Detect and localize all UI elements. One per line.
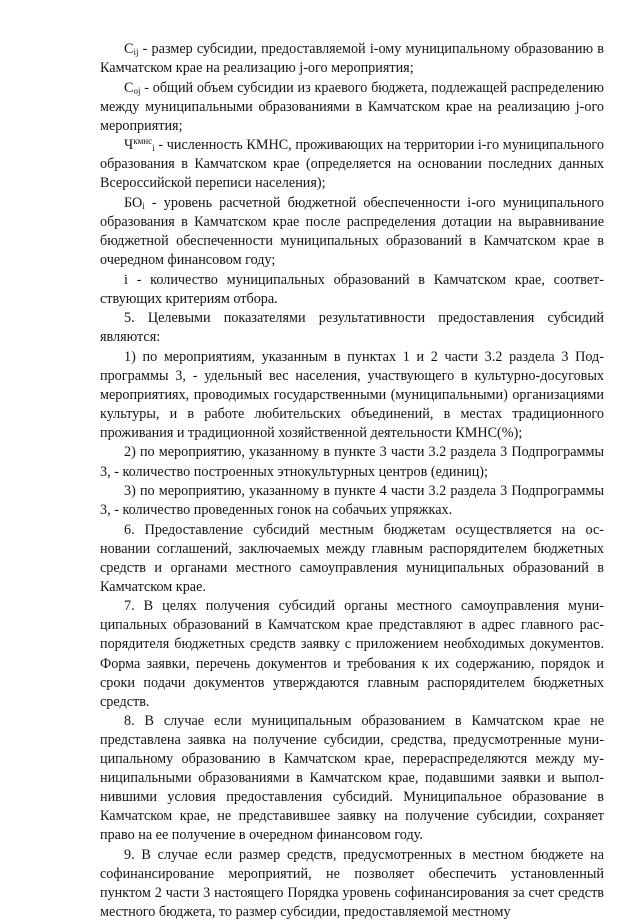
- clause-5-item-3: 3) по мероприятию, указанному в пункте 4 части 3.2 раздела 3 Подпрограммы 3, - количество проведенных гонок на собачьих упряжках.: [100, 483, 604, 519]
- symbol-coj: $C_{oj}$: [124, 79, 141, 96]
- definition-i: i - количество муниципальных образований в Камчатском крае, соответствующих критериям отбора.: [100, 271, 604, 307]
- symbol-bo: $БО_i$: [124, 194, 145, 211]
- clause-5-item-2: 2) по мероприятию, указанному в пункте 3 части 3.2 раздела 3 Подпрограммы 3, - количество построенных этнокультурных центров (единиц);: [100, 444, 604, 480]
- clause-6: 6. Предоставление субсидий местным бюджетам осуществляется на основании соглашений, заключаемых между главным распорядителем бюджетных средств и органами местного самоуправления муниципальных образований в Камчатском крае.: [100, 521, 604, 595]
- definition-cij: $C_{ij}$ - размер субсидии, предоставляемой i-ому муниципальному образованию в Камчатском крае на реализацию j-ого мероприятия;: [100, 41, 604, 77]
- symbol-cij: $C_{ij}$: [124, 41, 139, 57]
- definition-bo: $БО_i$ - уровень расчетной бюджетной обеспеченности i-ого муниципального образования в Камчатском крае после распределения дотации на выравнивание бюджетной обеспеченности муниципальных образований в Камчатском крае в очередном финансовом году;: [100, 194, 604, 269]
- definition-coj: $C_{oj}$ - общий объем субсидии из краевого бюджета, подлежащей распределению между муниципальными образованиями в Камчатском крае на реализацию j-ого мероприятия;: [100, 79, 604, 134]
- definition-ch-kmns: $Ч^{кмнс}_i$ - численность КМНС, проживающих на территории i-го муниципального образования в Камчатском крае (определяется на основании последних данных Всероссийской переписи населения);: [100, 136, 604, 192]
- clause-7: 7. В целях получения субсидий органы местного самоуправления муниципальных образований в Камчатском крае представляют в адрес главного распорядителя бюджетных средств заявку с приложением необходимых документов. Форма заявки, перечень документов и требования к их содержанию, порядок и сроки подачи документов утверждаются главным распорядителем бюджетных средств.: [100, 598, 604, 710]
- clause-9: 9. В случае если размер средств, предусмотренных в местном бюджете на софинансирование мероприятий, не позволяет обеспечить установленный пунктом 2 части 3 настоящего Порядка уровень софинансирования за счет средств местного бюджета, то размер субсидии, предоставляемой местному: [100, 846, 604, 921]
- clause-5-item-1: 1) по мероприятиям, указанным в пунктах 1 и 2 части 3.2 раздела 3 Подпрограммы 3, - удельный вес населения, участвующего в культурно-досуговых мероприятиях, проводимых государственными (муниципальными) организациями культуры, и в работе любительских объединений, в местах традиционного проживания и традиционной хозяйственной деятельности КМНС(%);: [100, 348, 604, 441]
- symbol-ch-kmns: $Ч^{кмнс}_i$: [124, 136, 155, 154]
- clause-5: 5. Целевыми показателями результативности предоставления субсидий являются:: [100, 310, 604, 346]
- clause-8: 8. В случае если муниципальным образованием в Камчатском крае не представлена заявка на получение субсидии, средства, предусмотренные муниципальному образованию в Камчатском крае, перераспределяются между муниципальными образованиями в Камчатском крае, подавшими заявки и выполнившими условия предоставления субсидий. Муниципальное образование в Камчатском крае, не представившее заявку на получение субсидии, сохраняет право на ее получение в очередном финансовом году.: [100, 713, 604, 844]
